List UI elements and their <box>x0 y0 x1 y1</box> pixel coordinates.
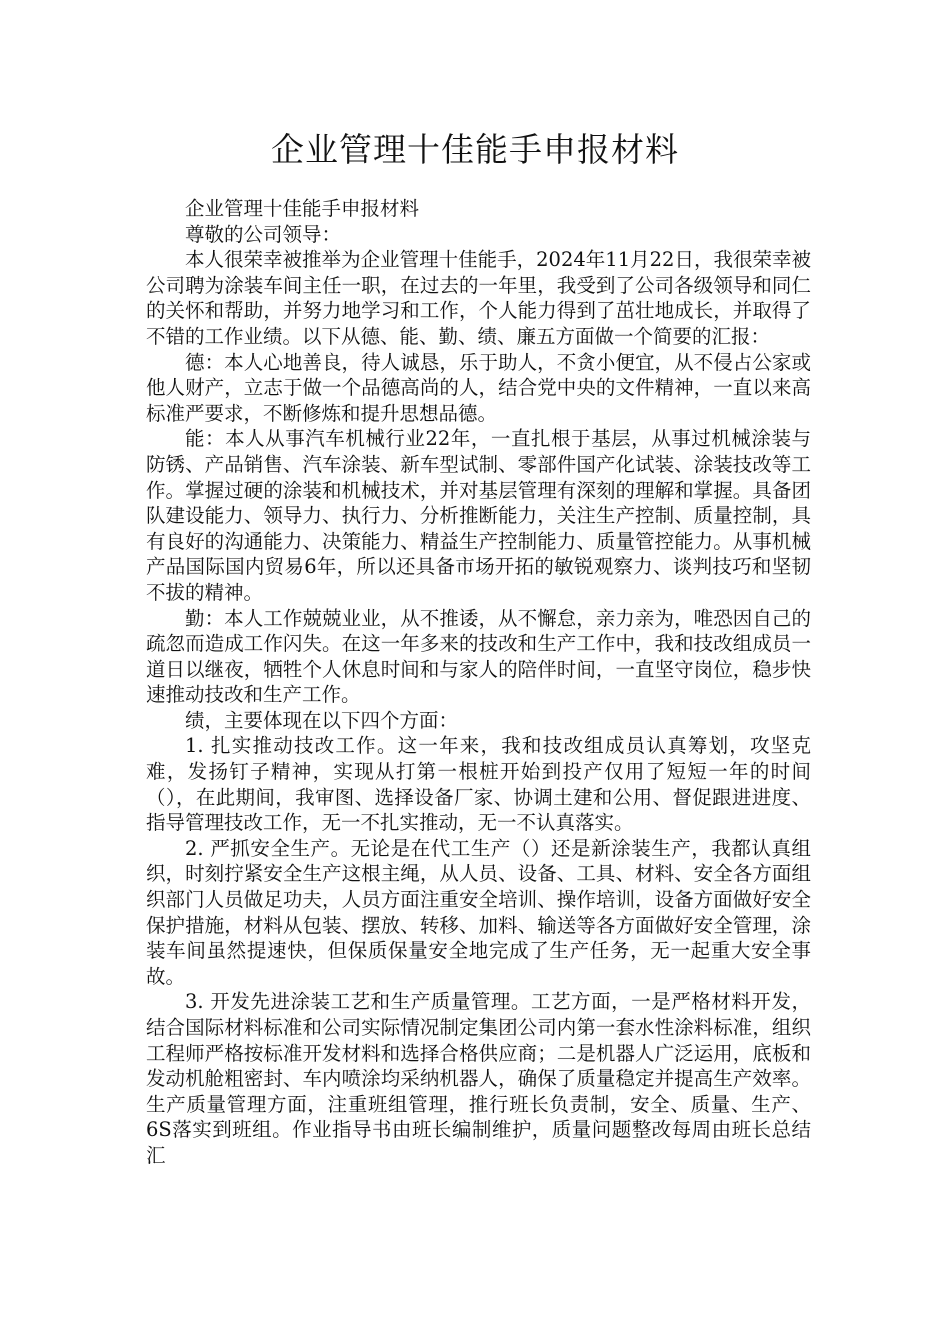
body-paragraph: 绩，主要体现在以下四个方面： <box>185 708 459 732</box>
document-title: 企业管理十佳能手申报材料 <box>271 130 679 169</box>
body-paragraph: 2. 严抓安全生产。无论是在代工生产（）还是新涂装生产，我都认真组织，时刻拧紧安全生产这根主绳，从人员、设备、工具、材料、安全各方面组织部门人员做足功夫，人员方面注重安全培训、操作培训，设备方面做好安全保护措施，材料从包装、摆放、转移、加料、输送等各方面做好安全管理，涂装车间虽然提速快，但保质保量安全地完成了生产任务，无一起重大安全事故。 <box>146 836 811 988</box>
salutation: 尊敬的公司领导： <box>185 222 342 246</box>
body-paragraph: 本人很荣幸被推举为企业管理十佳能手，2024年11月22日，我很荣幸被公司聘为涂装车间主任一职，在过去的一年里，我受到了公司各级领导和同仁的关怀和帮助，并努力地学习和工作，个人能力得到了茁壮地成长，并取得了不错的工作业绩。以下从德、能、勤、绩、廉五方面做一个简要的汇报： <box>146 248 811 348</box>
body-paragraph: 1. 扎实推动技改工作。这一年来，我和技改组成员认真筹划，攻坚克难，发扬钉子精神，实现从打第一根桩开始到投产仅用了短短一年的时间（），在此期间，我审图、选择设备厂家、协调土建和公用、督促跟进进度、指导管理技改工作，无一不扎实推动，无一不认真落实。 <box>146 734 811 835</box>
body-paragraph: 能：本人从事汽车机械行业22年，一直扎根于基层，从事过机械涂装与防锈、产品销售、汽车涂装、新车型试制、零部件国产化试装、涂装技改等工作。掌握过硬的涂装和机械技术，并对基层管理有深刻的理解和掌握。具备团队建设能力、领导力、执行力、分析推断能力，关注生产控制、质量控制，具有良好的沟通能力、决策能力、精益生产控制能力、质量管控能力。从事机械产品国际国内贸易6年，所以还具备市场开拓的敏锐观察力、谈判技巧和坚韧不拔的精神。 <box>146 427 811 604</box>
document-body <box>146 196 811 1169</box>
body-paragraph: 企业管理十佳能手申报材料 <box>185 197 420 220</box>
body-paragraph: 勤：本人工作兢兢业业，从不推诿，从不懈怠，亲力亲为，唯恐因自己的疏忽而造成工作闪失。在这一年多来的技改和生产工作中，我和技改组成员一道日以继夜，牺牲个人休息时间和与家人的陪伴时间，一直坚守岗位，稳步快速推动技改和生产工作。 <box>146 606 811 707</box>
body-paragraph: 德：本人心地善良，待人诚恳，乐于助人，不贪小便宜，从不侵占公家或他人财产，立志于做一个品德高尚的人，结合党中央的文件精神，一直以来高标准严要求，不断修炼和提升思想品德。 <box>146 350 811 425</box>
body-paragraph: 3. 开发先进涂装工艺和生产质量管理。工艺方面，一是严格材料开发，结合国际材料标准和公司实际情况制定集团公司内第一套水性涂料标准，组织工程师严格按标准开发材料和选择合格供应商；二是机器人广泛运用，底板和发动机舱粗密封、车内喷涂均采纳机器人，确保了质量稳定并提高生产效率。生产质量管理方面，注重班组管理，推行班长负责制，安全、质量、生产、6S落实到班组。作业指导书由班长编制维护，质量问题整改每周由班长总结汇 <box>146 990 811 1167</box>
